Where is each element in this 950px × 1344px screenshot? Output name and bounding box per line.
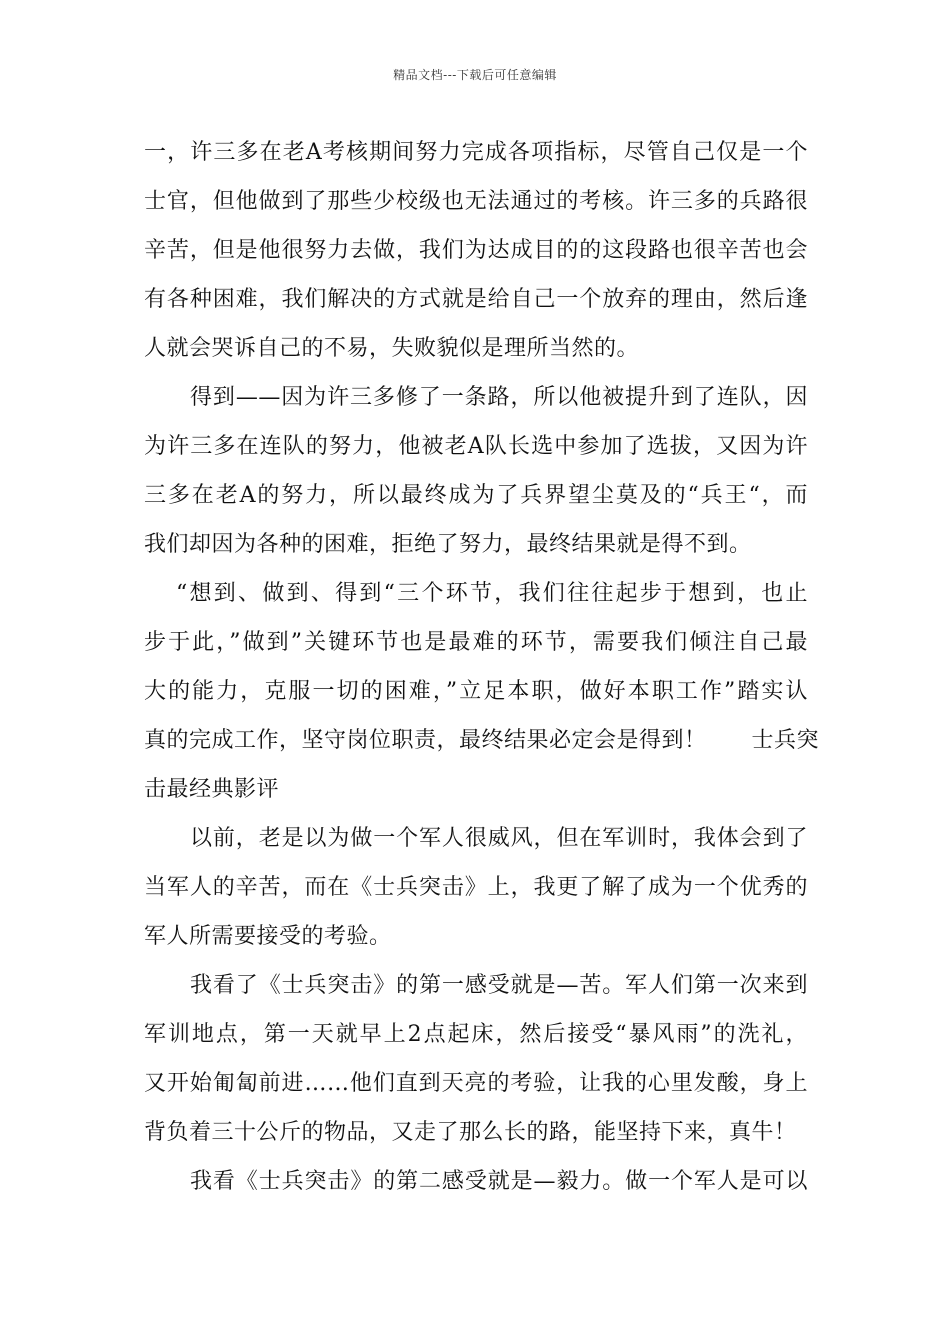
text-line: 为许三多在连队的努力，他被老A队长选中参加了选拔，又因为许 — [144, 434, 808, 459]
text-line: 又开始匍匐前进……他们直到天亮的考验，让我的心里发酸，身上 — [144, 1071, 808, 1096]
text-line: 当军人的辛苦，而在《士兵突击》上，我更了解了成为一个优秀的 — [144, 875, 808, 900]
text-line: 步于此，”做到”关键环节也是最难的环节，需要我们倾注自己最 — [144, 630, 808, 655]
text-line: 真的完成工作，坚守岗位职责，最终结果必定会是得到！ 士兵突 — [144, 728, 820, 753]
paragraph — [144, 128, 808, 373]
text-line: 人就会哭诉自己的不易，失败貌似是理所当然的。 — [144, 336, 640, 361]
text-line: 我看《士兵突击》的第二感受就是—毅力。做一个军人是可以 — [190, 1169, 808, 1194]
text-line: “想到、做到、得到“三个环节，我们往往起步于想到，也止 — [176, 581, 808, 606]
paragraph — [144, 961, 808, 1157]
page-header: 精品文档---下载后可任意编辑 — [393, 68, 557, 82]
body-text — [144, 128, 820, 1206]
text-line: 以前，老是以为做一个军人很威风，但在军训时，我体会到了 — [190, 826, 808, 851]
text-line: 一，许三多在老A考核期间努力完成各项指标，尽管自己仅是一个 — [144, 140, 808, 165]
text-line: 三多在老A的努力，所以最终成为了兵界望尘莫及的“兵王“，而 — [144, 483, 808, 508]
paragraph — [144, 1157, 808, 1206]
paragraph — [144, 814, 808, 961]
text-line: 军人所需要接受的考验。 — [144, 924, 392, 949]
paragraph — [144, 373, 808, 569]
text-line: 辛苦，但是他很努力去做，我们为达成目的的这段路也很辛苦也会 — [144, 238, 808, 263]
text-line: 我看了《士兵突击》的第一感受就是—苦。军人们第一次来到 — [190, 973, 808, 998]
text-line: 得到——因为许三多修了一条路，所以他被提升到了连队，因 — [190, 385, 808, 410]
text-line: 士官，但他做到了那些少校级也无法通过的考核。许三多的兵路很 — [144, 189, 808, 214]
text-line: 我们却因为各种的困难，拒绝了努力，最终结果就是得不到。 — [144, 532, 752, 557]
text-line: 背负着三十公斤的物品，又走了那么长的路，能坚持下来，真牛！ — [144, 1120, 797, 1145]
text-line: 军训地点，第一天就早上2点起床，然后接受“暴风雨”的洗礼， — [144, 1022, 808, 1047]
text-line: 有各种困难，我们解决的方式就是给自己一个放弃的理由，然后逢 — [144, 287, 808, 312]
paragraph — [144, 569, 820, 814]
text-line: 击最经典影评 — [144, 777, 280, 802]
text-line: 大的能力，克服一切的困难，”立足本职，做好本职工作”踏实认 — [144, 679, 808, 704]
